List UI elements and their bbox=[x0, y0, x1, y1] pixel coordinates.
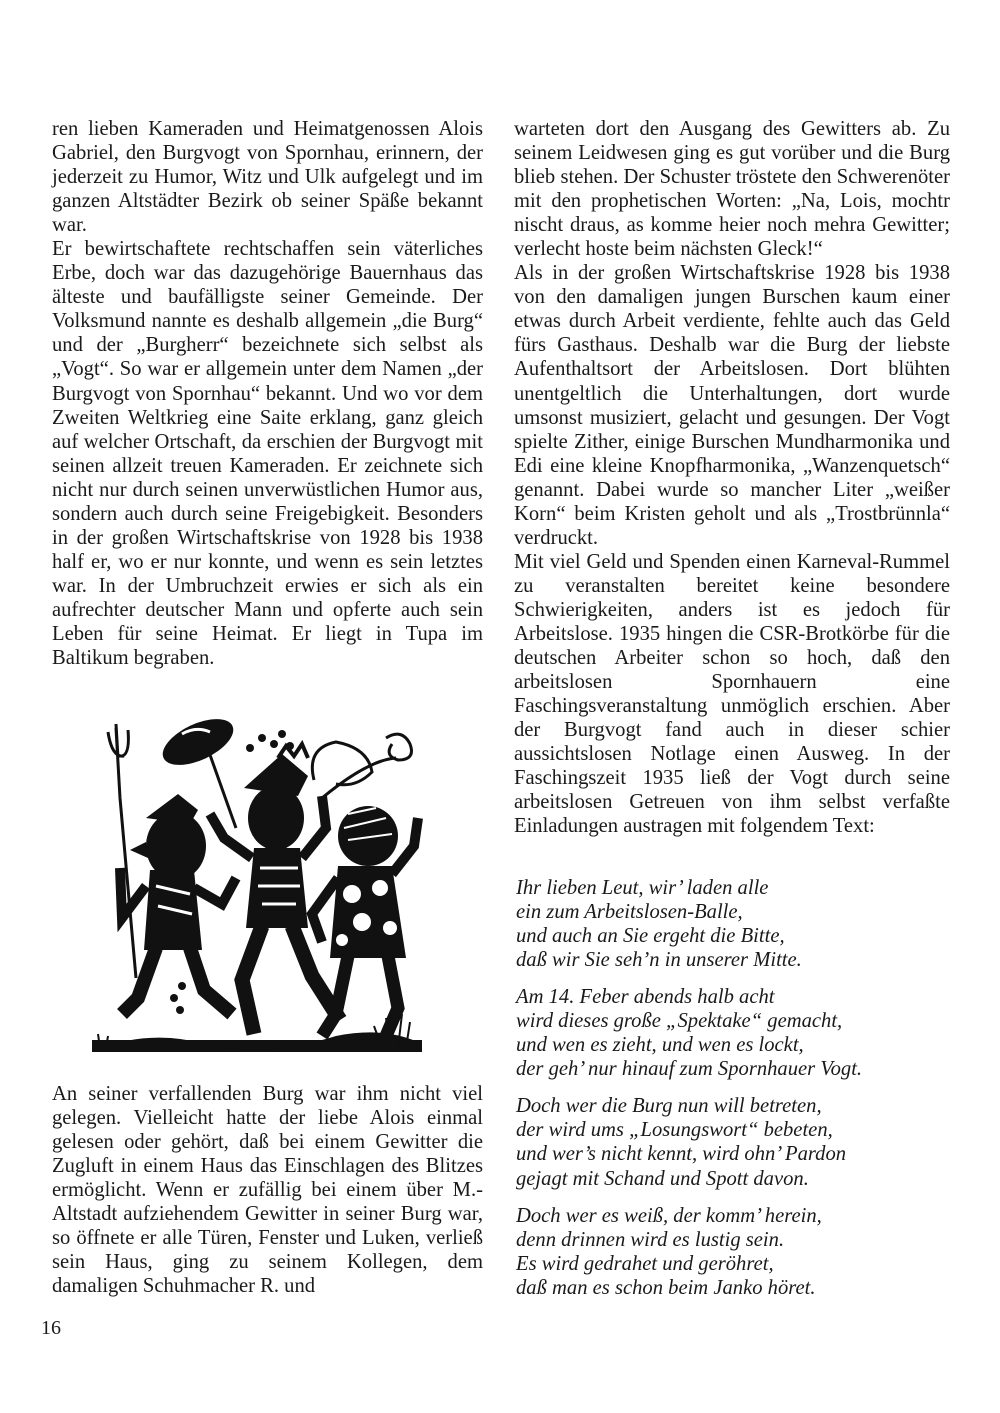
paragraph: Er bewirtschaftete rechtschaffen sein väterliches Erbe, doch war das dazugehörige Bauernhaus das älteste und baufälligste seiner Gemeinde. Der Volksmund nannte es deshalb allgemein „die Burg“ und der „Burgherr“ bezeichnete sich selbst als „Vogt“. So war er allgemein unter dem Namen „der Burgvogt von Spornhau“ bekannt. Und wo vor dem Zweiten Weltkrieg eine Saite erklang, ganz gleich auf welcher Ortschaft, da erschien der Burgvogt mit seinen allzeit treuen Kameraden. Er zeichnete sich nicht nur durch seinen unverwüstlichen Humor aus, sondern auch durch seine Freigebigkeit. Besonders in der großen Wirtschaftskrise von 1928 bis 1938 half er, wo er nur konnte, und wenn es sein letztes war. In der Umbruchzeit erwies er sich als ein aufrechter deutscher Mann und opferte auch sein Leben für seine Heimat. Er liegt in Tupa im Baltikum begraben. bbox=[52, 238, 483, 670]
paragraph: warteten dort den Ausgang des Gewitters ab. Zu seinem Leidwesen ging es gut vorüber und die Burg blieb stehen. Der Schuster tröstete den Schwerenöter mit den prophetischen Worten: „Na, Lois, mochtr nischt draus, as komme heier noch mehra Gewitter; verlecht hoste beim nächsten Gleck!“ bbox=[514, 118, 950, 261]
poem-line: wird dieses große „Spektake“ gemacht, bbox=[516, 1010, 843, 1033]
poem-stanza bbox=[516, 1094, 956, 1190]
invitation-poem bbox=[516, 876, 956, 1313]
left-column-continuation bbox=[52, 1082, 483, 1298]
poem-line: daß wir Sie seh’n in unserer Mitte. bbox=[516, 949, 802, 972]
right-column bbox=[514, 117, 950, 838]
poem-line: gejagt mit Schand und Spott davon. bbox=[516, 1167, 809, 1190]
paragraph: Mit viel Geld und Spenden einen Karneval-Rummel zu veranstalten bereitet keine besondere Schwierigkeiten, anders ist es jedoch für Arbeitslose. 1935 hingen die CSR-Brotkörbe für die deutschen Arbeiter schon so hoch, daß den arbeitslosen Spornhauern eine Faschingsveranstaltung unmöglich erschien. Aber der Burgvogt fand auch in dieser schier aussichtslosen Notlage einen Ausweg. In der Faschingszeit 1935 ließ der Vogt durch seine arbeitslosen Getreuen von ihm selbst verfaßte Einladungen austragen mit folgendem Text: bbox=[514, 550, 950, 838]
dancing-figures-illustration bbox=[86, 718, 426, 1066]
poem-line: Ihr lieben Leut, wir’ laden alle bbox=[516, 877, 769, 899]
paragraph: ren lieben Kameraden und Heimatgenossen Alois Gabriel, den Burgvogt von Spornhau, erinnern, der jederzeit zu Humor, Witz und Ulk aufgelegt und im ganzen Altstädter Bezirk ob seiner Späße bekannt war. bbox=[52, 118, 483, 237]
poem-line: und wen es zieht, und wen es lockt, bbox=[516, 1034, 804, 1057]
poem-stanza bbox=[516, 985, 956, 1081]
poem-line: der geh’ nur hinauf zum Spornhauer Vogt. bbox=[516, 1058, 863, 1081]
poem-line: Doch wer es weiß, der komm’ herein, bbox=[516, 1204, 822, 1227]
poem-stanza bbox=[516, 876, 956, 972]
left-column bbox=[52, 117, 483, 670]
poem-line: Es wird gedrahet und geröhret, bbox=[516, 1252, 774, 1275]
paragraph: An seiner verfallenden Burg war ihm nicht viel gelegen. Vielleicht hatte der liebe Alois einmal gelesen oder gehört, daß bei einem Gewitter die Zugluft in einem Haus das Einschlagen des Blitzes ermöglicht. Wenn er zufällig bei einem über M.-Altstadt aufziehendem Gewitter in seiner Burg war, so öffnete er alle Türen, Fenster und Luken, verließ sein Haus, ging zu seinem Kollegen, dem damaligen Schuhmacher R. und bbox=[52, 1083, 483, 1298]
poem-line: Am 14. Feber abends halb acht bbox=[516, 986, 775, 1009]
poem-line: und auch an Sie ergeht die Bitte, bbox=[516, 925, 785, 948]
paragraph: Als in der großen Wirtschaftskrise 1928 bis 1938 von den damaligen jungen Burschen kaum einer etwas durch Arbeit verdiente, fehlte auch das Geld fürs Gasthaus. Deshalb war die Burg der liebste Aufenthaltsort der Arbeitslosen. Dort blühten unentgeltlich die Unterhaltungen, dort wurde umsonst musiziert, gelacht und gesungen. Der Vogt spielte Zither, einige Burschen Mundharmonika und Edi eine kleine Knopfharmonika, „Wanzenquetsch“ genannt. Dabei wurde so mancher Liter „weißer Korn“ beim Kristen geholt und als „Trostbrünnla“ verdruckt. bbox=[514, 262, 950, 549]
page-number: 16 bbox=[41, 1317, 61, 1339]
poem-line: daß man es schon beim Janko höret. bbox=[516, 1276, 816, 1299]
poem-line: der wird ums „Losungswort“ bebeten, bbox=[516, 1119, 833, 1142]
poem-line: ein zum Arbeitslosen-Balle, bbox=[516, 901, 743, 924]
poem-stanza bbox=[516, 1204, 956, 1300]
poem-line: Doch wer die Burg nun will betreten, bbox=[516, 1095, 822, 1118]
poem-line: und wer’s nicht kennt, wird ohn’ Pardon bbox=[516, 1143, 847, 1166]
poem-line: denn drinnen wird es lustig sein. bbox=[516, 1228, 785, 1251]
